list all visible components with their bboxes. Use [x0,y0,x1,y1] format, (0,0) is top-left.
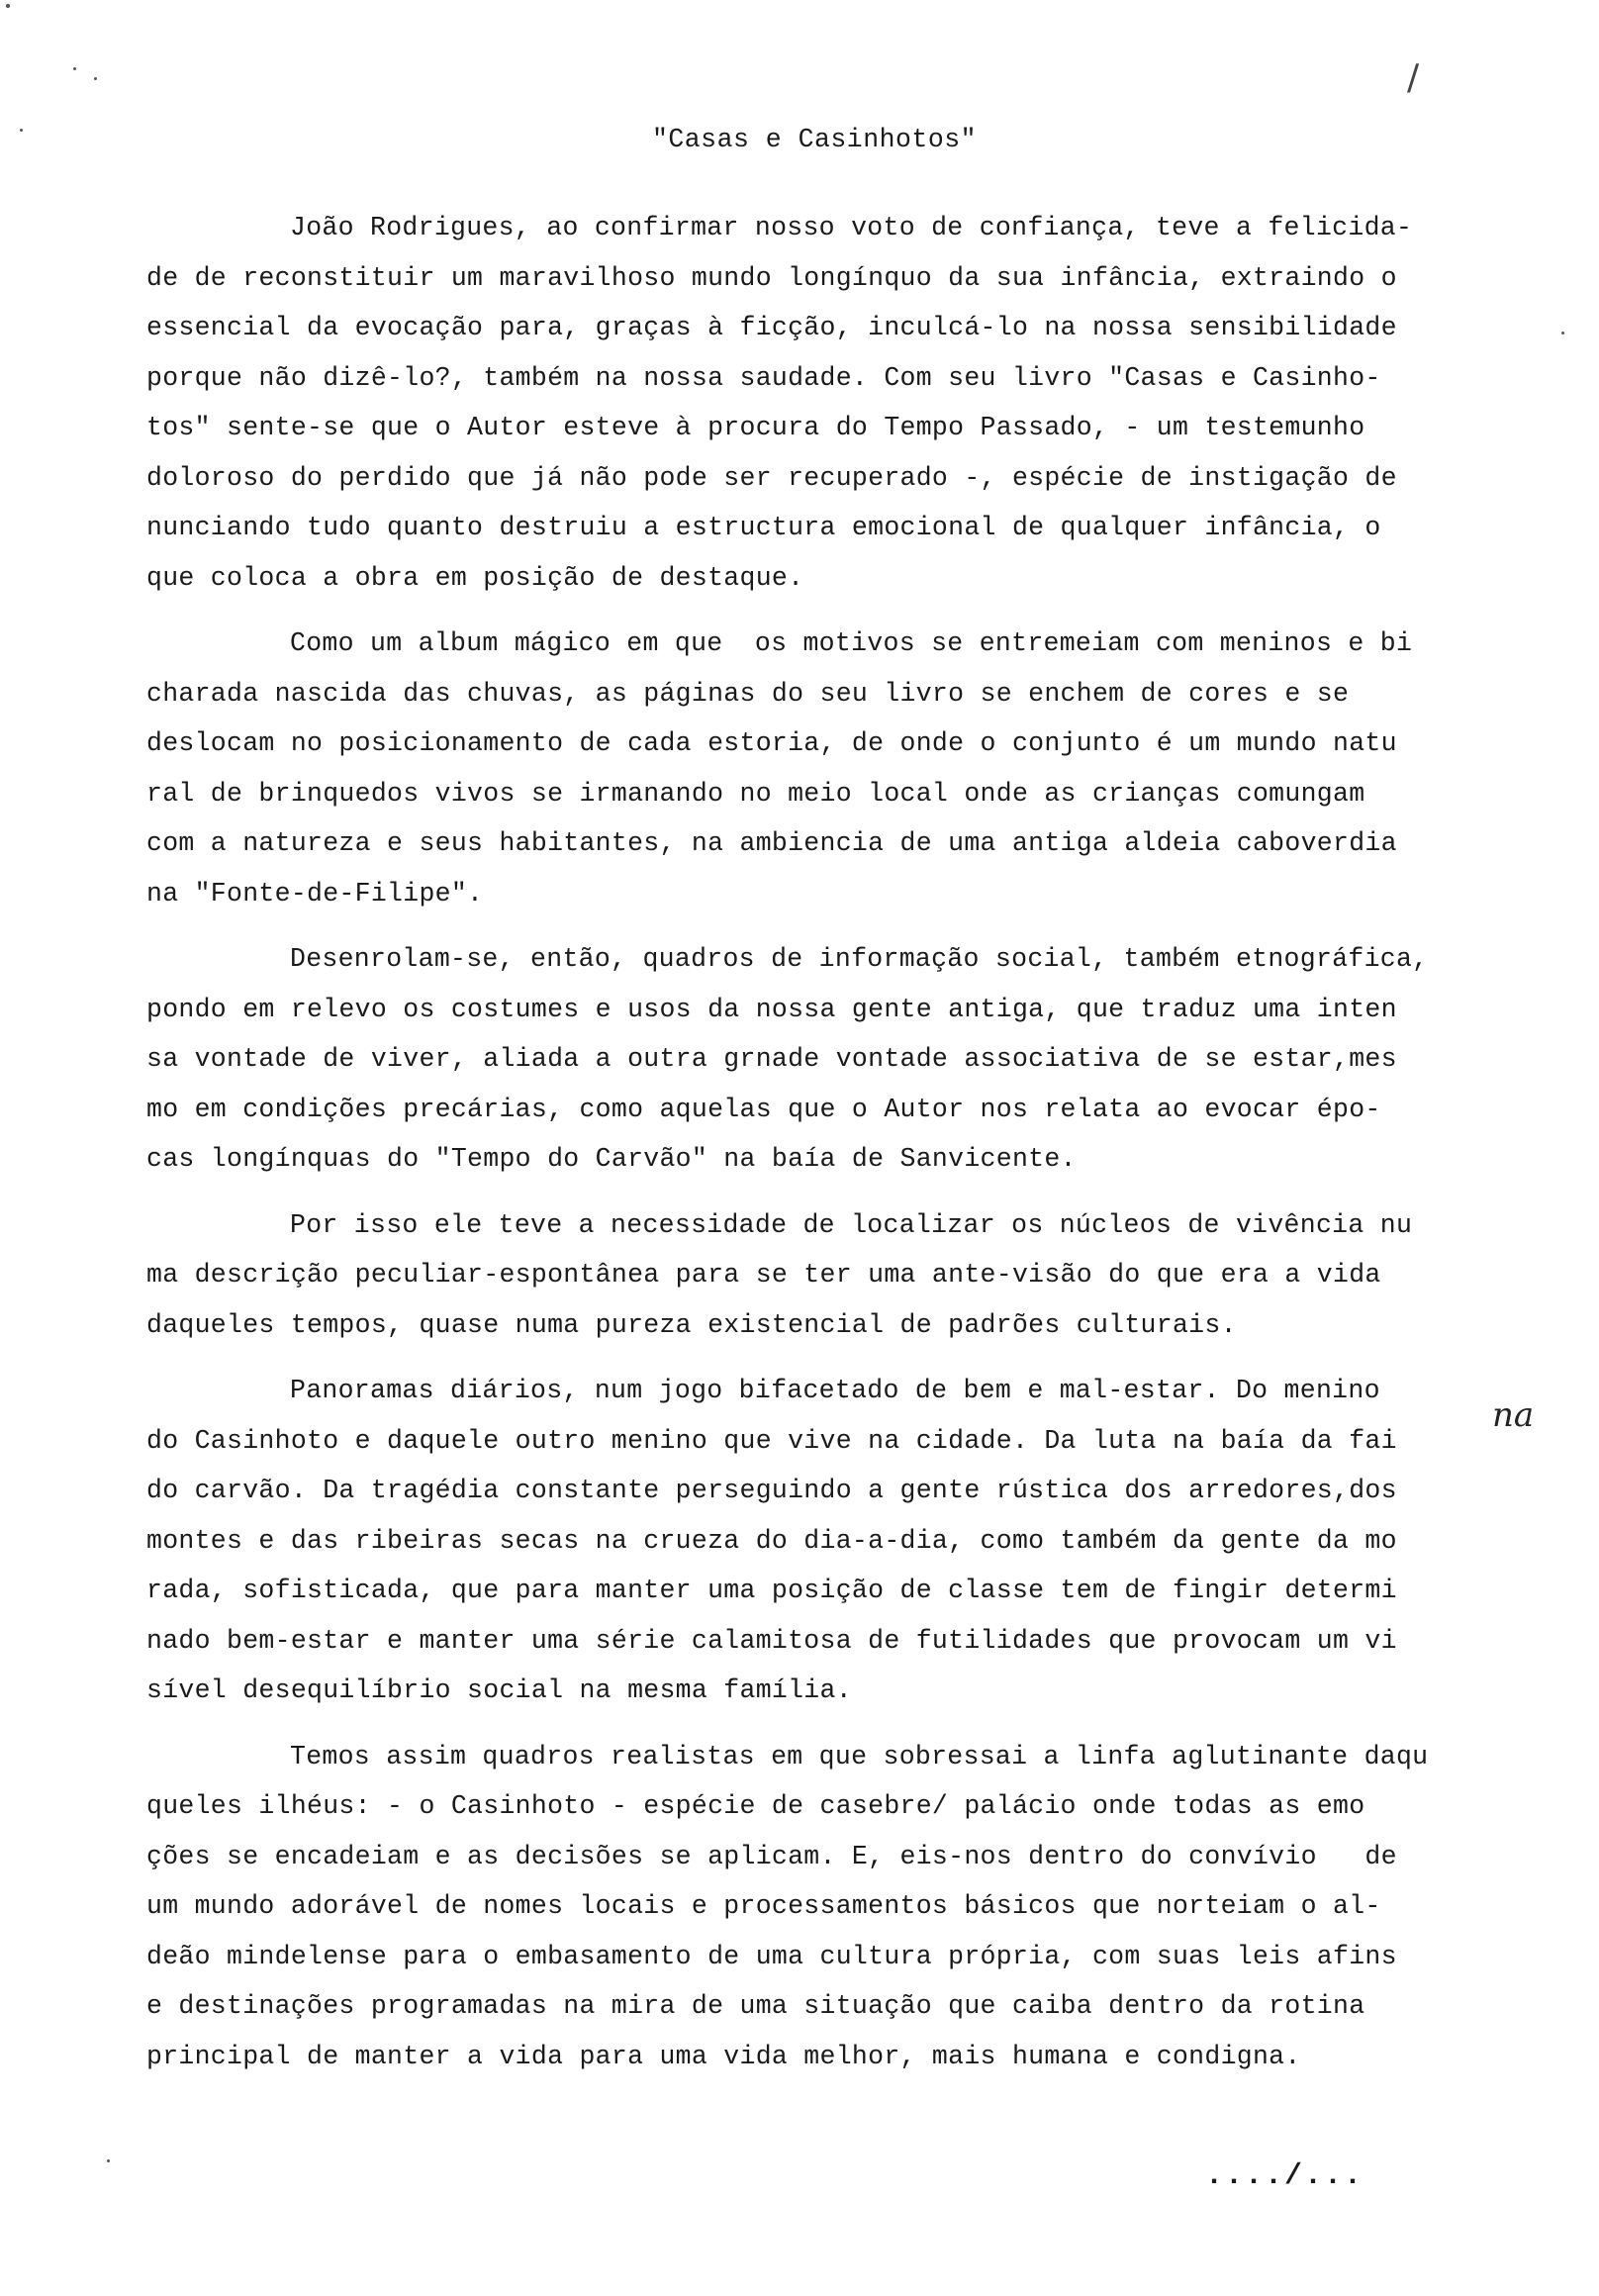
text-line: do carvão. Da tragédia constante perseguindo a gente rústica dos arredores,dos [146,1476,1397,1505]
text-line: Panoramas diários, num jogo bifacetado de bem e mal-estar. Do menino [290,1376,1380,1405]
text-line: um mundo adorável de nomes locais e processamentos básicos que norteiam o al- [146,1891,1381,1921]
body-text [146,203,1552,2081]
scan-speck [1561,332,1564,335]
document-title: "Casas e Casinhotos" [651,125,978,154]
text-line: cas longínquas do "Tempo do Carvão" na baía de Sanvicente. [146,1144,1077,1174]
text-line: queles ilhéus: - o Casinhoto - espécie de casebre/ palácio onde todas as emo [146,1791,1365,1821]
text-line: nado bem-estar e manter uma série calamitosa de futilidades que provocam um vi [146,1625,1397,1656]
text-line: montes e das ribeiras secas na crueza do dia-a-dia, como também da gente da mo [146,1525,1397,1556]
text-line: mo em condições precárias, como aquelas que o Autor nos relata ao evocar épo- [146,1094,1381,1124]
scan-speck [6,4,10,8]
text-line: doloroso do perdido que já não pode ser recuperado -, espécie de instigação de [146,462,1397,493]
paragraph-2 [146,619,1552,918]
paragraph-5 [146,1366,1552,1716]
text-line: ral de brinquedos vivos se irmanando no meio local onde as crianças comungam [146,778,1365,809]
text-line: principal de manter a vida para uma vida melhor, mais humana e condigna. [146,2041,1301,2071]
scan-speck [107,2159,110,2162]
paragraph-6 [146,1732,1552,2082]
text-line: deão mindelense para o embasamento de uma cultura própria, com suas leis afins [146,1941,1397,1971]
paragraph-4 [146,1200,1552,1351]
text-line: nunciando tudo quanto destruiu a estructura emocional de qualquer infância, o [146,513,1381,542]
text-line: porque não dizê-lo?, também na nossa saudade. Com seu livro "Casas e Casinho- [146,362,1381,393]
scan-speck [73,67,76,70]
text-line: Desenrolam-se, então, quadros de informação social, também etnográfica, [290,944,1429,974]
text-line: do Casinhoto e daquele outro menino que vive na cidade. Da luta na baía da fai [146,1425,1397,1456]
text-line: que coloca a obra em posição de destaque. [146,562,804,593]
text-line: Como um album mágico em que os motivos se entremeiam com meninos e bi [290,628,1413,658]
continuation-mark: ..../... [1205,2159,1364,2193]
text-line: pondo em relevo os costumes e usos da nossa gente antiga, que traduz uma inten [146,994,1397,1024]
text-line: essencial da evocação para, graças à ficção, inculcá-lo na nossa sensibilidade [146,313,1397,342]
text-line: daqueles tempos, quase numa pureza existencial de padrões culturais. [146,1309,1237,1340]
text-line: com a natureza e seus habitantes, na ambiencia de uma antiga aldeia caboverdia [146,828,1397,858]
text-line: na "Fonte-de-Filipe". [146,878,484,909]
text-line: charada nascida das chuvas, as páginas do seu livro se enchem de cores e se [146,678,1350,709]
scan-speck [20,129,23,132]
text-line: ma descrição peculiar-espontânea para se ter uma ante-visão do que era a vida [146,1260,1381,1290]
text-line: de de reconstituir um maravilhoso mundo longínquo da sua infância, extraindo o [146,262,1397,293]
text-line: sível desequilíbrio social na mesma família. [146,1675,852,1705]
text-line: deslocam no posicionamento de cada estoria, de onde o conjunto é um mundo natu [146,728,1397,758]
handwritten-correction: na [1492,1395,1535,1435]
text-line: tos" sente-se que o Autor esteve à procura do Tempo Passado, - um testemunho [146,413,1365,442]
text-line: Temos assim quadros realistas em que sobressai a linfa aglutinante daqu [290,1741,1429,1771]
text-line: Por isso ele teve a necessidade de localizar os núcleos de vivência nu [290,1209,1413,1240]
text-line: e destinações programadas na mira de uma situação que caiba dentro da rotina [146,1991,1365,2021]
paragraph-3 [146,934,1552,1185]
text-line: sa vontade de viver, aliada a outra grnade vontade associativa de se estar,mes [146,1044,1397,1074]
text-line: ções se encadeiam e as decisões se aplicam. E, eis-nos dentro do convívio de [146,1841,1397,1871]
scan-speck [94,77,97,80]
page-number-mark: / [1407,57,1420,98]
paragraph-1 [146,203,1552,603]
text-line: rada, sofisticada, que para manter uma posição de classe tem de fingir determi [146,1576,1397,1605]
text-line: João Rodrigues, ao confirmar nosso voto de confiança, teve a felicida- [290,213,1413,242]
